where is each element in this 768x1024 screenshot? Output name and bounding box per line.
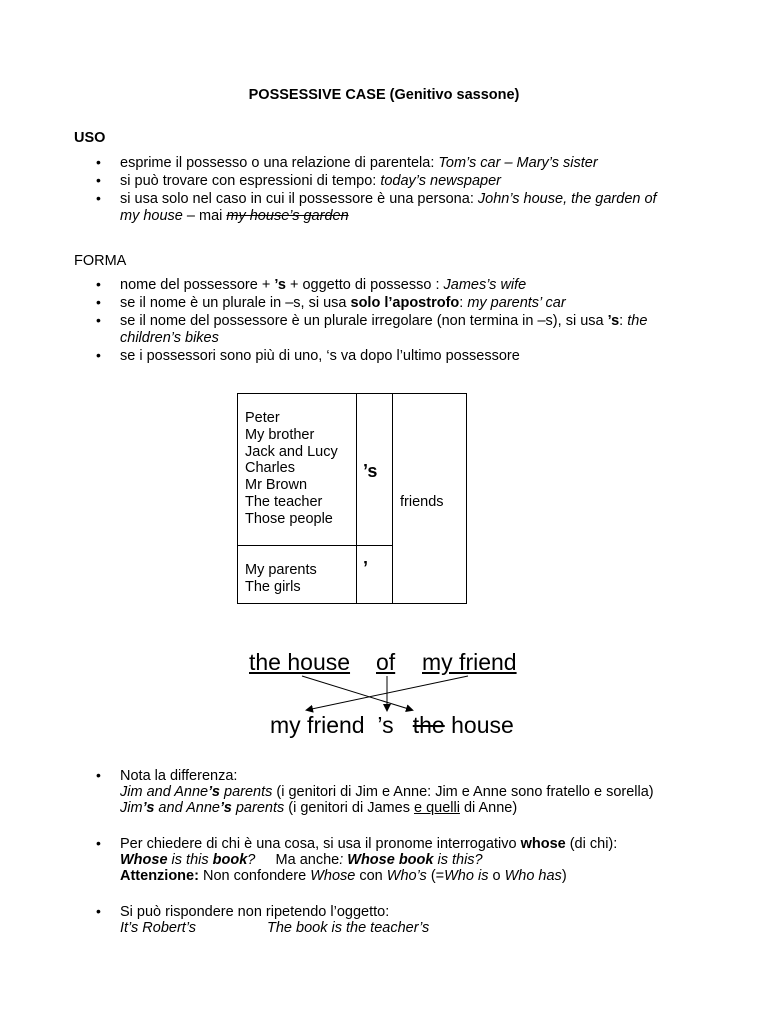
forma-item-3-cont: children’s bikes [120, 330, 219, 346]
table-object: friends [400, 494, 444, 510]
answer-example-2: The book is the teacher’s [267, 920, 430, 936]
table-plural-cell: My parents The girls [245, 562, 317, 595]
bullet-icon: • [96, 835, 101, 851]
nota-label: Nota la differenza: [120, 768, 238, 784]
uso-item-3-cont: my house – mai my house’s garden [120, 208, 349, 224]
whose-item: Per chiedere di chi è una cosa, si usa il pronome interrogativo whose (di chi): [120, 836, 618, 852]
diagram-my-friend: my friend [422, 649, 517, 675]
bullet-icon: • [96, 190, 101, 206]
nota-line-2: Jim’s and Anne’s parents (i genitori di James e quelli di Anne) [120, 800, 518, 816]
uso-item-3: si usa solo nel caso in cui il possessore è una persona: John’s house, the garden of [120, 191, 657, 207]
bullet-icon: • [96, 172, 101, 188]
bullet-icon: • [96, 154, 101, 170]
forma-item-2: se il nome è un plurale in –s, si usa solo l’apostrofo: my parents’ car [120, 295, 566, 311]
attenzione-line: Attenzione: Non confondere Whose con Who’s (=Who is o Who has) [120, 868, 567, 884]
diagram-bottom-phrase: my friend ’s the house [270, 712, 514, 738]
forma-heading: FORMA [74, 253, 127, 269]
bullet-icon: • [96, 294, 101, 310]
answer-example-1: It’s Robert’s [120, 920, 197, 936]
diagram-of: of [376, 649, 396, 675]
forma-item-3: se il nome del possessore è un plurale irregolare (non termina in –s), si usa ’s: the [120, 313, 648, 329]
nota-line-1: Jim and Anne’s parents (i genitori di Jim e Anne: Jim e Anne sono fratello e sorella) [120, 784, 654, 800]
bullet-icon: • [96, 312, 101, 328]
answer-item: Si può rispondere non ripetendo l’oggetto: [120, 904, 390, 920]
bullet-icon: • [96, 347, 101, 363]
table-names-cell: Peter My brother Jack and Lucy Charles Mr Brown The teacher Those people [245, 410, 338, 527]
uso-item-1: esprime il possesso o una relazione di parentela: Tom’s car – Mary’s sister [120, 155, 598, 171]
arrow-house-to-house [302, 676, 412, 710]
forma-item-1: nome del possessore + ’s + oggetto di possesso : James’s wife [120, 277, 527, 293]
table-s-mark: ’s [363, 461, 378, 481]
page-title: POSSESSIVE CASE (Genitivo sassone) [248, 87, 520, 103]
forma-item-4: se i possessori sono più di uno, ‘s va dopo l’ultimo possessore [120, 348, 520, 364]
bullet-icon: • [96, 276, 101, 292]
bullet-icon: • [96, 903, 101, 919]
table-apos-mark: ’ [363, 558, 369, 578]
bullet-icon: • [96, 767, 101, 783]
diagram-the-house: the house [249, 649, 351, 675]
whose-examples: Whose is this book? Ma anche: Whose book is this? [120, 852, 483, 868]
uso-item-2: si può trovare con espressioni di tempo: today’s newspaper [120, 173, 501, 189]
uso-heading: USO [74, 130, 106, 146]
